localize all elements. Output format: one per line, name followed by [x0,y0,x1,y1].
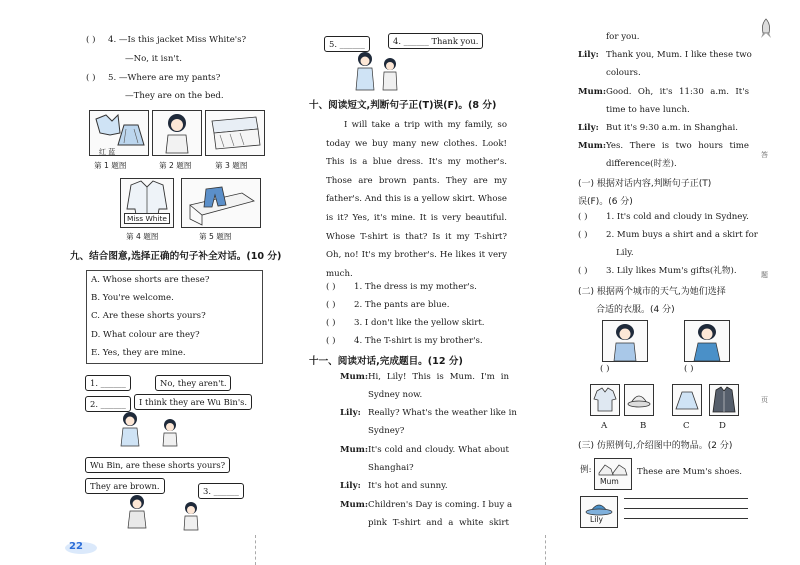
figure-1-jacket-skirt [89,110,149,156]
dialogue-line: colours. [606,68,641,78]
option-c: C. Are these shorts yours? [91,311,206,322]
girl-icon [685,321,729,361]
no-they-arent-bubble: No, they aren't. [155,375,231,391]
children-icon [352,50,402,92]
children-icon [125,494,215,534]
speaker-mum: Mum: [340,445,369,455]
tf-4-text: 4. The T-shirt is my brother's. [354,336,483,346]
option-e: E. Yes, they are mine. [91,347,186,358]
mum-shoes-picture [594,458,632,490]
girl-shanghai-bracket[interactable]: ( ) [684,364,694,374]
choice-b-letter: B [640,421,647,431]
answer-line-3[interactable] [624,518,748,519]
part-2-title-cont: 合适的衣服。(4 分) [596,305,675,315]
dialog-blank-2[interactable]: 2. ______ [85,396,131,412]
column-gutter-right [545,535,546,565]
part1-2-text-cont: Lily. [616,248,634,258]
speaker-mum: Mum: [340,500,369,510]
tf-3-text: 3. I don't like the yellow skirt. [354,318,485,328]
wu-bin-question-bubble: Wu Bin, are these shorts yours? [85,457,230,473]
answer-line-1[interactable] [624,498,748,499]
speaker-lily: Lily: [578,50,599,60]
example-sentence: These are Mum's shoes. [637,467,742,477]
rocket-icon [760,18,772,40]
part1-3-text: 3. Lily likes Mum's gifts(礼物). [606,266,737,276]
figure-1-colour-labels: 红 蓝 [99,148,116,156]
lily-hat-picture [580,496,618,528]
answer-line-2[interactable] [624,508,748,509]
part1-2-text: 2. Mum buys a shirt and a skirt for [606,230,758,240]
dialog-blank-1[interactable]: 1. ______ [85,375,131,391]
figure-3-caption: 第 3 题图 [215,161,248,170]
dialogue-line: Yes. There is two hours time [606,141,749,151]
page-number: 22 [69,541,83,552]
dialog-blank-3[interactable]: 3. ______ [198,483,244,499]
dialogue-line: Shanghai? [368,463,414,473]
they-are-brown-bubble: They are brown. [85,478,165,494]
hat-icon [581,497,617,517]
passage [326,116,507,283]
part-1-title: (一) 根据对话内容,判断句子正(T) [578,179,712,189]
choice-d-coat[interactable] [709,384,739,416]
dialogue-line: But it's 9:30 a.m. in Shanghai. [606,123,738,133]
girl-sydney-picture [602,320,648,362]
speaker-mum: Mum: [578,87,607,97]
dialogue-line: difference(时差). [606,159,677,169]
dialogue-line: Children's Day is coming. I buy a [368,500,513,510]
passage-line: Whose T-shirt is that? Is it my T-shirt? [326,231,507,242]
passage-line: Those are brown pants. They are my [326,175,507,186]
dialog-2-children [125,494,215,538]
think-wu-bin-bubble: I think they are Wu Bin's. [134,394,252,410]
q5-bracket[interactable]: ( ) [86,73,96,83]
part-3-title: (三) 仿照例句,介绍图中的物品。(2 分) [578,441,733,451]
section-10-title: 十、阅读短文,判断句子正(T)误(F)。(8 分) [309,100,497,111]
shoes-icon [595,459,631,479]
dialogue-line: It's hot and sunny. [368,481,448,491]
tf-1-bracket[interactable]: ( ) [326,282,336,292]
tf-3-bracket[interactable]: ( ) [326,318,336,328]
thank-you-text: Thank you. [431,36,479,46]
dialogue-line: Good. Oh, it's 11:30 a.m. It's [606,87,749,97]
part1-1-text: 1. It's cold and cloudy in Sydney. [606,212,749,222]
speaker-lily: Lily: [340,408,361,418]
section-9-title: 九、结合图意,选择正确的句子补全对话。(10 分) [70,251,282,262]
middle-blank-5[interactable]: 5. ______ [324,36,370,52]
example-label: 例: [580,465,592,475]
tf-2-bracket[interactable]: ( ) [326,300,336,310]
margin-label-ti: 题 [761,271,768,279]
options-box [86,270,263,364]
bed-icon [206,111,264,155]
passage-line: father's. And this is a yellow skirt. Whose [326,194,507,205]
choice-c-skirt[interactable] [672,384,702,416]
tf-2-text: 2. The pants are blue. [354,300,450,310]
q5-text: 5. —Where are my pants? [108,73,221,83]
part1-3-bracket[interactable]: ( ) [578,266,588,276]
passage-line: I will take a trip with my family, so [344,120,507,130]
coat-icon [710,385,738,415]
middle-children [352,50,402,96]
dialog-1-children [118,410,188,452]
lily-label: Lily [590,515,603,524]
speaker-mum: Mum: [340,372,369,382]
q5-answer: —They are on the bed. [125,91,224,101]
dialogue-line: Thank you, Mum. I like these two [606,50,752,60]
figure-4-caption: 第 4 题图 [126,232,159,241]
choice-b-hat[interactable] [624,384,654,416]
tf-1-text: 1. The dress is my mother's. [354,282,477,292]
shirt-icon [591,385,619,415]
rocket-icon [760,18,772,44]
part-2-title: (二) 根据两个城市的天气,为她们选择 [578,287,726,297]
figure-2-girl [152,110,202,156]
choice-a-letter: A [601,421,608,431]
girl-icon [603,321,647,361]
section-11-title: 十一、阅读对话,完成题目。(12 分) [309,356,463,367]
figure-3-bed [205,110,265,156]
miss-white-label: Miss White [124,213,170,224]
middle-blank-4-label: 4. ______ [393,36,429,46]
tf-4-bracket[interactable]: ( ) [326,336,336,346]
column-gutter-left [255,535,256,565]
passage-line: Oh, no! It's my brother's. He likes it very [326,250,507,261]
skirt-icon [673,385,701,415]
option-d: D. What colour are they? [91,329,200,340]
dialogue-line: Really? What's the weather like in [368,408,517,418]
part-1-title-cont: 误(F)。(6 分) [578,197,633,207]
dialogue-line: time to have lunch. [606,105,690,115]
dialogue-line: Sydney now. [368,390,423,400]
dialogue-line: Sydney? [368,426,405,436]
passage-line: much. [326,268,353,279]
passage-line: This is a blue dress. It's my mother's. [326,157,507,168]
girl-shanghai-picture [684,320,730,362]
dialogue-line: It's cold and cloudy. What about [368,445,509,455]
mum-label: Mum [600,477,619,486]
middle-blank-4[interactable] [388,33,483,49]
part1-2-bracket[interactable]: ( ) [578,230,588,240]
choice-a-shirt[interactable] [590,384,620,416]
speaker-lily: Lily: [578,123,599,133]
pants-on-bed-icon [182,179,260,227]
figure-5-caption: 第 5 题图 [199,232,232,241]
continued-line: for you. [606,32,640,42]
q4-answer: —No, it isn't. [125,54,182,64]
dialogue-line: pink T-shirt and a white skirt [368,518,509,528]
choice-d-letter: D [719,421,726,431]
speaker-mum: Mum: [578,141,607,151]
girl-sydney-bracket[interactable]: ( ) [600,364,610,374]
passage-line: is it? Yes, it's mine. It is very beautiful. [326,212,507,223]
choice-c-letter: C [683,421,690,431]
margin-label-da: 答 [761,151,768,159]
margin-label-ye: 页 [761,396,768,404]
speaker-lily: Lily: [340,481,361,491]
figure-5-pants-on-bed [181,178,261,228]
figure-1-caption: 第 1 题图 [94,161,127,170]
page-number-badge [64,540,98,554]
option-b: B. You're welcome. [91,293,174,304]
children-icon [118,410,188,448]
part1-1-bracket[interactable]: ( ) [578,212,588,222]
q4-bracket[interactable]: ( ) [86,35,96,45]
girl-icon [153,111,201,155]
hat-icon [625,385,653,415]
q4-text: 4. —Is this jacket Miss White's? [108,35,247,45]
passage-line: today we buy many new clothes. Look! [326,138,507,149]
option-a: A. Whose shorts are these? [91,275,210,285]
dialogue-line: Hi, Lily! This is Mum. I'm in [368,372,509,382]
figure-2-caption: 第 2 题图 [159,161,192,170]
